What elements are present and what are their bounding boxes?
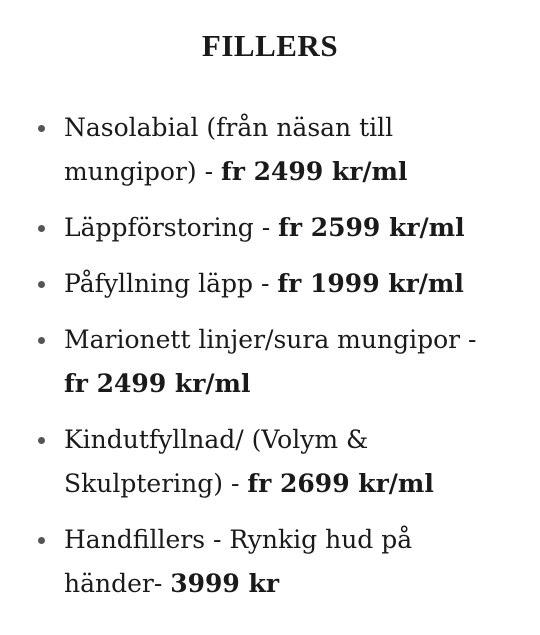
item-label: Kindutfyllnad/ (Volym & Skulptering) - [64, 425, 369, 498]
list-item-nasolabial [0, 106, 540, 194]
item-price: 3999 kr [170, 569, 280, 598]
bullet-icon [38, 125, 45, 132]
item-price: fr 2499 kr/ml [64, 369, 251, 398]
item-price: fr 1999 kr/ml [277, 269, 464, 298]
list-item-handfillers [0, 518, 540, 606]
list-item-lappforstoring [0, 206, 540, 250]
item-label: Nasolabial (från näsan till mungipor) - [64, 113, 394, 186]
item-price: fr 2499 kr/ml [221, 157, 408, 186]
bullet-icon [38, 437, 45, 444]
bullet-icon [38, 337, 45, 344]
list-item-kindutfyllnad [0, 418, 540, 506]
item-price: fr 2599 kr/ml [278, 213, 465, 242]
item-label: Marionett linjer/sura mungipor - [64, 325, 477, 354]
item-label: Påfyllning läpp - [64, 269, 278, 298]
list-item-marionett [0, 318, 540, 406]
item-price: fr 2699 kr/ml [247, 469, 434, 498]
section-title: FILLERS [201, 28, 339, 63]
price-list [0, 106, 540, 618]
bullet-icon [38, 225, 45, 232]
item-label: Handfillers - Rynkig hud på händer- [64, 525, 413, 598]
item-label: Läppförstoring - [64, 213, 279, 242]
bullet-icon [38, 537, 45, 544]
list-item-pafyllning-lapp [0, 262, 540, 306]
bullet-icon [38, 281, 45, 288]
